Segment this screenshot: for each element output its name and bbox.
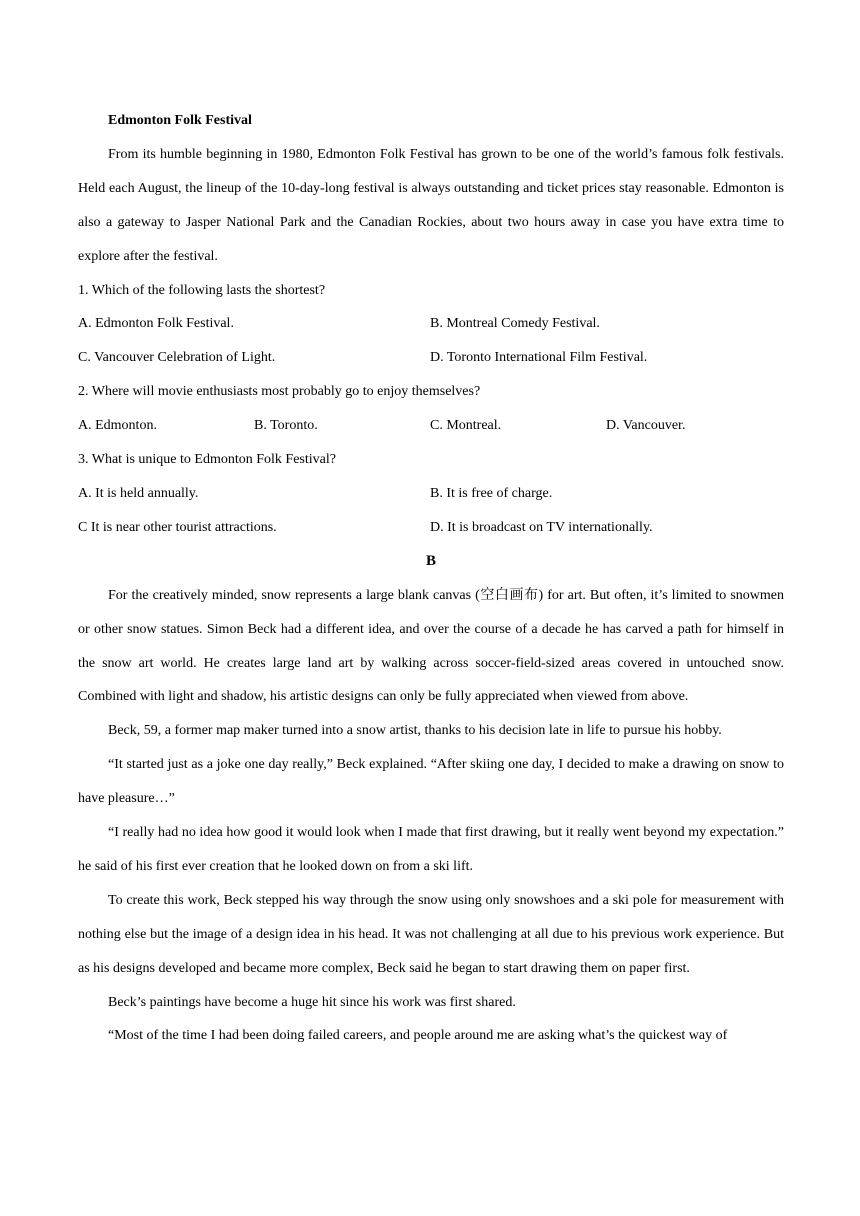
passage-b-paragraph-1: For the creatively minded, snow represents a large blank canvas (空白画布) for art. But often, it’s limited to snowmen or other snow statues. Simon Beck had a different idea, and over the course of a decade he has carved a path for himself in the snow art world. He creates large land art by walking across soccer-field-sized areas covered in untouched snow. Combined with light and shadow, his artistic designs can only be fully appreciated when viewed from above. [78, 587, 784, 705]
question-3-options-row2 [78, 511, 784, 545]
question-3-option-b: B. It is free of charge. [430, 485, 553, 501]
passage-b-paragraph-4: “I really had no idea how good it would look when I made that first drawing, but it really went beyond my expectation.” he said of his first ever creation that he looked down on from a ski lift. [78, 825, 784, 874]
question-3-stem: 3. What is unique to Edmonton Folk Festival? [78, 452, 336, 468]
passage-b-paragraph-3: “It started just as a joke one day really,” Beck explained. “After skiing one day, I decided to make a drawing on snow to have pleasure…” [78, 757, 784, 807]
passage-b-paragraph-2: Beck, 59, a former map maker turned into a snow artist, thanks to his decision late in life to pursue his hobby. [108, 723, 722, 739]
question-2-options [78, 409, 784, 443]
question-1-option-d: D. Toronto International Film Festival. [430, 350, 648, 366]
passage-a-paragraph: From its humble beginning in 1980, Edmonton Folk Festival has grown to be one of the world’s famous folk festivals. Held each August, the lineup of the 10-day-long festival is always outstanding and ticket prices stay reasonable. Edmonton is also a gateway to Jasper National Park and the Canadian Rockies, about two hours away in case you have extra time to explore after the festival. [78, 146, 784, 264]
question-1-options [78, 307, 784, 341]
question-1-option-c: C. Vancouver Celebration of Light. [78, 350, 276, 366]
question-2-option-b: B. Toronto. [254, 418, 318, 434]
question-3-options [78, 477, 784, 511]
question-1-stem: 1. Which of the following lasts the shortest? [78, 282, 326, 298]
question-2-stem: 2. Where will movie enthusiasts most probably go to enjoy themselves? [78, 384, 481, 400]
question-2-option-a: A. Edmonton. [78, 418, 157, 434]
passage-b-paragraph-5: To create this work, Beck stepped his way through the snow using only snowshoes and a ski pole for measurement with nothing else but the image of a design idea in his head. It was not challenging at all due to his previous work experience. But as his designs developed and became more complex, Beck said he began to start drawing them on paper first. [78, 892, 784, 976]
passage-b-paragraph-6: Beck’s paintings have become a huge hit since his work was first shared. [108, 994, 516, 1010]
question-2-option-d: D. Vancouver. [606, 418, 686, 434]
question-3-option-a: A. It is held annually. [78, 485, 199, 501]
question-1-option-b: B. Montreal Comedy Festival. [430, 316, 600, 332]
passage-title: Edmonton Folk Festival [108, 113, 252, 128]
question-1-option-a: A. Edmonton Folk Festival. [78, 316, 234, 332]
section-b-heading: B [425, 552, 436, 569]
question-3-option-d: D. It is broadcast on TV internationally. [430, 519, 653, 535]
question-1-options-row2 [78, 341, 784, 375]
question-2-option-c: C. Montreal. [430, 418, 502, 434]
document-page [78, 104, 784, 1053]
passage-b-paragraph-7: “Most of the time I had been doing failed careers, and people around me are asking what’s the quickest way of [108, 1028, 728, 1044]
question-3-option-c: C It is near other tourist attractions. [78, 519, 277, 535]
